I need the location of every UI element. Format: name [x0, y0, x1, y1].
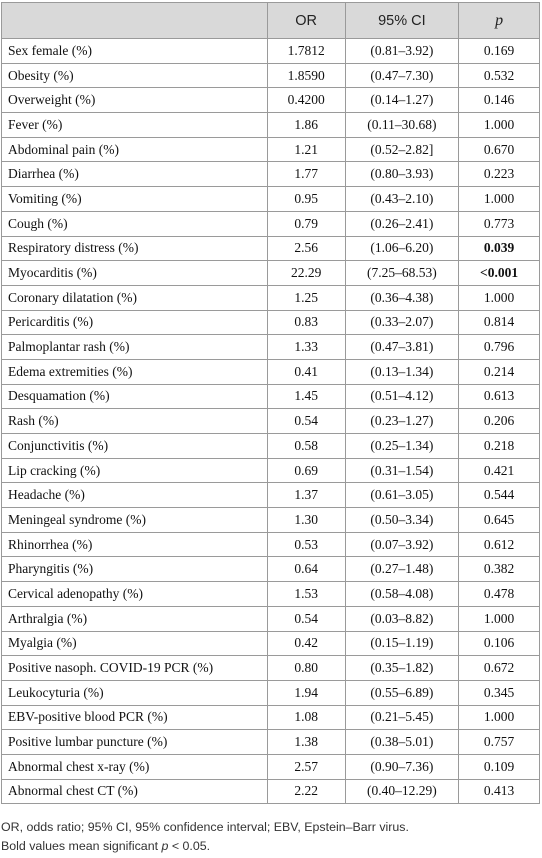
cell-or: 1.38	[267, 730, 345, 755]
cell-ci: (0.27–1.48)	[345, 557, 459, 582]
cell-ci: (0.55–6.89)	[345, 680, 459, 705]
cell-or: 0.41	[267, 359, 345, 384]
cell-variable: Cough (%)	[2, 211, 268, 236]
table-row	[2, 631, 540, 656]
cell-or: 2.22	[267, 779, 345, 804]
cell-ci: (0.81–3.92)	[345, 39, 459, 64]
table-row	[2, 236, 540, 261]
cell-p: 0.382	[459, 557, 540, 582]
footnote-p-symbol: p	[161, 839, 169, 853]
cell-variable: Overweight (%)	[2, 88, 268, 113]
cell-p: 1.000	[459, 187, 540, 212]
cell-ci: (0.58–4.08)	[345, 582, 459, 607]
cell-ci: (1.06–6.20)	[345, 236, 459, 261]
cell-or: 1.37	[267, 483, 345, 508]
cell-ci: (0.43–2.10)	[345, 187, 459, 212]
cell-ci: (0.47–7.30)	[345, 63, 459, 88]
cell-p: 0.223	[459, 162, 540, 187]
table-row	[2, 532, 540, 557]
cell-or: 0.4200	[267, 88, 345, 113]
cell-or: 1.77	[267, 162, 345, 187]
table-body	[2, 39, 540, 804]
table-row	[2, 508, 540, 533]
cell-or: 1.08	[267, 705, 345, 730]
cell-ci: (0.13–1.34)	[345, 359, 459, 384]
cell-p: 0.544	[459, 483, 540, 508]
cell-or: 1.33	[267, 335, 345, 360]
cell-ci: (0.47–3.81)	[345, 335, 459, 360]
cell-ci: (0.36–4.38)	[345, 285, 459, 310]
cell-variable: Fever (%)	[2, 113, 268, 138]
cell-p: 0.413	[459, 779, 540, 804]
table-row	[2, 458, 540, 483]
cell-or: 0.58	[267, 434, 345, 459]
cell-variable: Abnormal chest CT (%)	[2, 779, 268, 804]
cell-variable: Abnormal chest x-ray (%)	[2, 754, 268, 779]
cell-variable: Positive nasoph. COVID-19 PCR (%)	[2, 656, 268, 681]
cell-or: 1.86	[267, 113, 345, 138]
footnote-significance-suffix: < 0.05.	[168, 839, 211, 853]
cell-or: 2.57	[267, 754, 345, 779]
cell-p: 0.612	[459, 532, 540, 557]
cell-ci: (0.35–1.82)	[345, 656, 459, 681]
cell-ci: (0.15–1.19)	[345, 631, 459, 656]
cell-or: 1.94	[267, 680, 345, 705]
cell-p: <0.001	[459, 261, 540, 286]
footnote-significance	[1, 837, 539, 856]
table-footnote	[1, 818, 539, 856]
table-row	[2, 384, 540, 409]
cell-or: 1.45	[267, 384, 345, 409]
table-row	[2, 705, 540, 730]
cell-ci: (0.38–5.01)	[345, 730, 459, 755]
cell-p: 0.613	[459, 384, 540, 409]
cell-variable: Leukocyturia (%)	[2, 680, 268, 705]
cell-ci: (0.61–3.05)	[345, 483, 459, 508]
cell-or: 0.54	[267, 409, 345, 434]
cell-p: 1.000	[459, 606, 540, 631]
cell-or: 0.42	[267, 631, 345, 656]
cell-or: 22.29	[267, 261, 345, 286]
cell-variable: EBV-positive blood PCR (%)	[2, 705, 268, 730]
cell-variable: Diarrhea (%)	[2, 162, 268, 187]
table-row	[2, 310, 540, 335]
cell-variable: Obesity (%)	[2, 63, 268, 88]
cell-p: 0.757	[459, 730, 540, 755]
table-row	[2, 557, 540, 582]
cell-p: 0.670	[459, 137, 540, 162]
table-row	[2, 730, 540, 755]
cell-or: 1.7812	[267, 39, 345, 64]
cell-variable: Cervical adenopathy (%)	[2, 582, 268, 607]
cell-or: 0.64	[267, 557, 345, 582]
cell-p: 0.218	[459, 434, 540, 459]
cell-or: 1.30	[267, 508, 345, 533]
header-variable	[2, 3, 268, 39]
table-header-row	[2, 3, 540, 39]
cell-variable: Respiratory distress (%)	[2, 236, 268, 261]
cell-variable: Rhinorrhea (%)	[2, 532, 268, 557]
table-row	[2, 359, 540, 384]
cell-ci: (0.40–12.29)	[345, 779, 459, 804]
cell-variable: Myalgia (%)	[2, 631, 268, 656]
cell-or: 0.80	[267, 656, 345, 681]
table-row	[2, 162, 540, 187]
cell-or: 0.54	[267, 606, 345, 631]
table-row	[2, 606, 540, 631]
cell-ci: (0.14–1.27)	[345, 88, 459, 113]
header-or: OR	[267, 3, 345, 39]
table-row	[2, 187, 540, 212]
table-row	[2, 211, 540, 236]
cell-or: 0.95	[267, 187, 345, 212]
cell-ci: (0.52–2.82]	[345, 137, 459, 162]
table-row	[2, 779, 540, 804]
cell-p: 0.214	[459, 359, 540, 384]
cell-ci: (0.51–4.12)	[345, 384, 459, 409]
cell-or: 0.69	[267, 458, 345, 483]
cell-variable: Rash (%)	[2, 409, 268, 434]
table-row	[2, 754, 540, 779]
cell-variable: Headache (%)	[2, 483, 268, 508]
cell-ci: (0.07–3.92)	[345, 532, 459, 557]
cell-p: 0.796	[459, 335, 540, 360]
cell-or: 2.56	[267, 236, 345, 261]
table-row	[2, 483, 540, 508]
cell-p: 1.000	[459, 285, 540, 310]
cell-ci: (0.26–2.41)	[345, 211, 459, 236]
cell-variable: Conjunctivitis (%)	[2, 434, 268, 459]
cell-or: 0.53	[267, 532, 345, 557]
cell-variable: Pharyngitis (%)	[2, 557, 268, 582]
cell-or: 0.83	[267, 310, 345, 335]
cell-or: 1.21	[267, 137, 345, 162]
cell-p: 0.421	[459, 458, 540, 483]
cell-variable: Pericarditis (%)	[2, 310, 268, 335]
header-ci: 95% CI	[345, 3, 459, 39]
cell-ci: (0.31–1.54)	[345, 458, 459, 483]
cell-variable: Sex female (%)	[2, 39, 268, 64]
cell-p: 0.672	[459, 656, 540, 681]
cell-p: 0.645	[459, 508, 540, 533]
cell-or: 1.53	[267, 582, 345, 607]
table-row	[2, 656, 540, 681]
cell-p: 0.345	[459, 680, 540, 705]
cell-variable: Desquamation (%)	[2, 384, 268, 409]
table-row	[2, 39, 540, 64]
cell-ci: (0.50–3.34)	[345, 508, 459, 533]
cell-ci: (0.80–3.93)	[345, 162, 459, 187]
cell-p: 0.773	[459, 211, 540, 236]
table-row	[2, 285, 540, 310]
cell-p: 0.814	[459, 310, 540, 335]
table-row	[2, 335, 540, 360]
footnote-abbreviations: OR, odds ratio; 95% CI, 95% confidence interval; EBV, Epstein–Barr virus.	[1, 820, 409, 834]
cell-or: 0.79	[267, 211, 345, 236]
cell-ci: (0.25–1.34)	[345, 434, 459, 459]
cell-ci: (0.11–30.68)	[345, 113, 459, 138]
table-row	[2, 261, 540, 286]
table-row	[2, 409, 540, 434]
table-row	[2, 582, 540, 607]
cell-p: 0.478	[459, 582, 540, 607]
footnote-significance-prefix: Bold values mean significant	[1, 839, 162, 853]
cell-variable: Edema extremities (%)	[2, 359, 268, 384]
odds-ratio-table	[1, 2, 540, 804]
cell-or: 1.8590	[267, 63, 345, 88]
cell-ci: (0.90–7.36)	[345, 754, 459, 779]
table-row	[2, 680, 540, 705]
cell-p: 0.206	[459, 409, 540, 434]
cell-p: 1.000	[459, 113, 540, 138]
header-p: p	[459, 3, 540, 39]
cell-variable: Coronary dilatation (%)	[2, 285, 268, 310]
cell-variable: Positive lumbar puncture (%)	[2, 730, 268, 755]
table-row	[2, 63, 540, 88]
table-row	[2, 137, 540, 162]
cell-p: 1.000	[459, 705, 540, 730]
cell-variable: Meningeal syndrome (%)	[2, 508, 268, 533]
cell-ci: (0.21–5.45)	[345, 705, 459, 730]
cell-ci: (0.23–1.27)	[345, 409, 459, 434]
table-row	[2, 434, 540, 459]
cell-variable: Arthralgia (%)	[2, 606, 268, 631]
cell-ci: (0.33–2.07)	[345, 310, 459, 335]
cell-p: 0.039	[459, 236, 540, 261]
table-row	[2, 113, 540, 138]
cell-p: 0.169	[459, 39, 540, 64]
cell-variable: Myocarditis (%)	[2, 261, 268, 286]
cell-p: 0.146	[459, 88, 540, 113]
cell-ci: (7.25–68.53)	[345, 261, 459, 286]
table-row	[2, 88, 540, 113]
cell-variable: Abdominal pain (%)	[2, 137, 268, 162]
cell-variable: Lip cracking (%)	[2, 458, 268, 483]
cell-p: 0.109	[459, 754, 540, 779]
cell-ci: (0.03–8.82)	[345, 606, 459, 631]
cell-p: 0.532	[459, 63, 540, 88]
cell-or: 1.25	[267, 285, 345, 310]
cell-variable: Palmoplantar rash (%)	[2, 335, 268, 360]
cell-variable: Vomiting (%)	[2, 187, 268, 212]
cell-p: 0.106	[459, 631, 540, 656]
